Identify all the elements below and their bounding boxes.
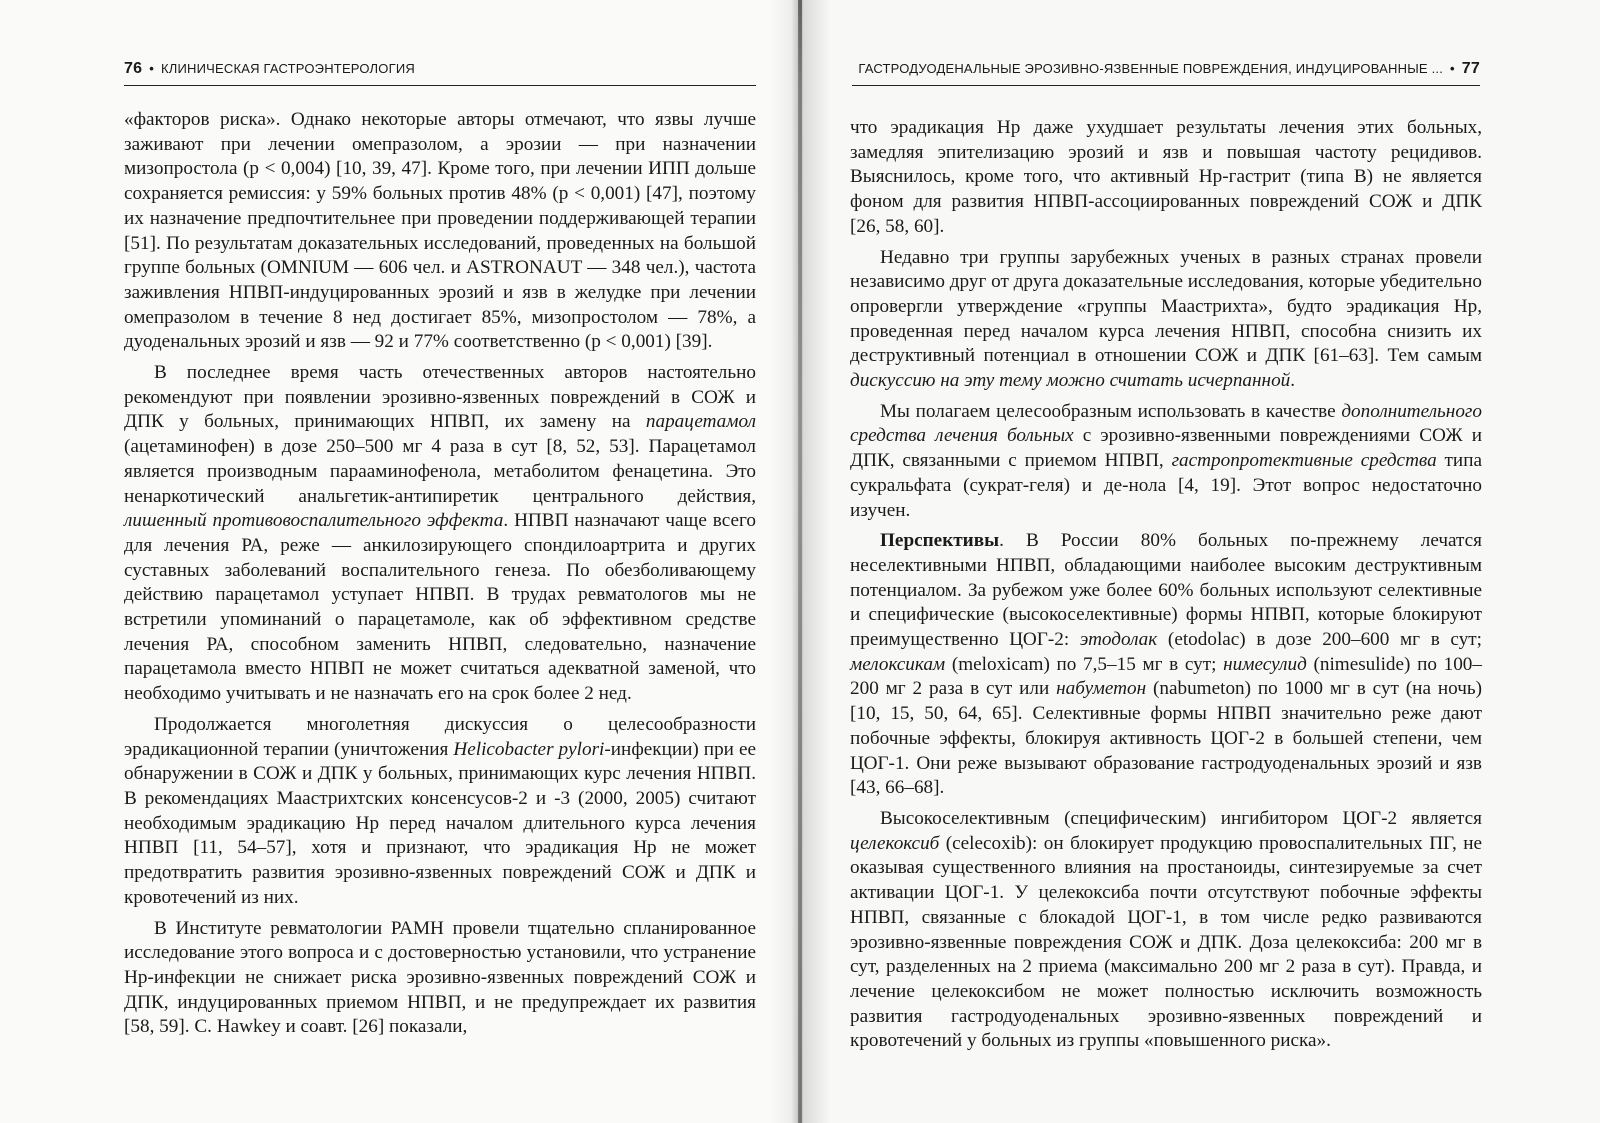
italic-term: Helicobacter pylori: [453, 738, 605, 760]
italic-term: набуметон: [1056, 678, 1147, 700]
text-run: Продолжается многолетняя дискуссия о целесообразности эрадикационной терапии (уничтожения: [124, 713, 756, 760]
left-running-title: КЛИНИЧЕСКАЯ ГАСТРОЭНТЕРОЛОГИЯ: [160, 61, 415, 76]
text-run: Высокоселективным (специфическим) ингибитором ЦОГ-2 является: [880, 807, 1482, 829]
text-run: (meloxicam) по 7,5–15 мг в сут;: [945, 653, 1224, 675]
text-run: -инфекции) при ее обнаружении в СОЖ и ДПК у больных, принимающих курс лечения НПВП. В рекомендациях Маастрихтских консенсусов-2 и -3 (2000, 2005) считают необходимым эрадикацию Нр перед началом длительного курса лечения НПВП [11, 54–57], хотя и признают, что эрадикация Нр не может предотвратить развития эрозивно-язвенных повреждений СОЖ и ДПК и кровотечений из них.: [124, 738, 756, 908]
italic-phrase: дискуссию на эту тему можно считать исчерпанной: [850, 370, 1291, 392]
paragraph: [124, 713, 756, 911]
right-page-number: 77: [1461, 60, 1480, 77]
right-text-column: [850, 116, 1482, 1054]
italic-term: этодолак: [1079, 629, 1158, 651]
paragraph: [850, 246, 1482, 394]
text-run: (nabumeton) по 1000 мг в сут (на ночь) [10, 15, 50, 64, 65]. Селективные формы НПВП значительно реже дают побочные эффекты, блокируя активность ЦОГ-2 в большей степени, чем ЦОГ-1. Они реже вызывают образование гастродуоденальных эрозий и язв [43, 66–68].: [850, 678, 1482, 799]
text-run: типа сукральфата (сукрат-геля) и де-нола [4, 19]. Этот вопрос недостаточно изучен.: [850, 450, 1482, 521]
text-run: (etodolac) в дозе 200–600 мг в сут;: [1157, 629, 1483, 651]
left-text-column: [124, 108, 756, 1040]
left-header-bullet: •: [149, 61, 154, 76]
paragraph: [850, 529, 1482, 801]
book-spine: [798, 0, 802, 1123]
italic-term: целекоксиб: [850, 832, 940, 854]
left-page-number: 76: [124, 60, 143, 77]
italic-term: мелоксикам: [850, 653, 946, 675]
paragraph: [850, 400, 1482, 524]
right-header-bullet: •: [1450, 61, 1455, 76]
text-run: В последнее время часть отечественных авторов настоятельно рекомендуют при появлении эрозивно-язвенных повреждений в СОЖ и ДПК у больных, принимающих НПВП, их замену на: [124, 362, 756, 433]
bold-lead: Перспективы: [880, 530, 1000, 552]
italic-phrase: лишенный противовоспалительного эффекта: [124, 510, 504, 532]
text-run: с эрозивно-язвенными повреждениями СОЖ и ДПК, связанными с приемом НПВП,: [850, 425, 1482, 472]
text-run: (ацетаминофен) в дозе 250–500 мг 4 раза в сут [8, 52, 53]. Парацетамол является производным парааминофенола, метаболитом фенацетина. Это ненаркотический анальгетик-антипиретик центрального действия,: [124, 436, 756, 507]
paragraph: [850, 807, 1482, 1054]
text-run: .: [1290, 370, 1296, 392]
text-run: Мы полагаем целесообразным использовать в качестве: [880, 400, 1342, 422]
right-running-title: ГАСТРОДУОДЕНАЛЬНЫЕ ЭРОЗИВНО-ЯЗВЕННЫЕ ПОВРЕЖДЕНИЯ, ИНДУЦИРОВАННЫЕ ...: [858, 61, 1444, 76]
paragraph: [124, 361, 756, 707]
text-run: . НПВП назначают чаще всего для лечения РА, реже — анкилозирующего спондилоартрита и других суставных заболеваний воспалительного генеза. По обезболивающему действию парацетамол уступает НПВП. В трудах ревматологов мы не встретили упоминаний о парацетамоле, как об эффективном средстве лечения РА, способном заменить НПВП, следовательно, назначение парацетамола вместо НПВП не может считаться адекватной заменой, что необходимо учитывать и не назначать его на срок более 2 нед.: [124, 510, 756, 705]
right-running-header: [852, 60, 1480, 86]
italic-phrase: дополнительного средства лечения больных: [850, 400, 1482, 447]
text-run: (celecoxib): он блокирует продукцию провоспалительных ПГ, не оказывая существенного влияния на простаноиды, синтезируемые за счет активации ЦОГ-1. У целекоксиба почти отсутствуют побочные эффекты НПВП, связанные с блокадой ЦОГ-1, в том числе редко развиваются эрозивно-язвенные повреждения СОЖ и ДПК. Доза целекоксиба: 200 мг в сут, разделенных на 2 приема (максимально 200 мг 2 раза в сут). Правда, и лечение целекоксибом не может полностью исключить возможность развития гастродуоденальных эрозивно-язвенных повреждений и кровотечений у больных из группы «повышенного риска».: [850, 832, 1482, 1052]
italic-term: парацетамол: [645, 411, 756, 433]
text-run: Недавно три группы зарубежных ученых в разных странах провели независимо друг от друга доказательные исследования, которые убедительно опровергли утверждение «группы Маастрихта», будто эрадикация Нр, проведенная перед началом курса лечения НПВП, способна снизить их деструктивный потенциал в отношении СОЖ и ДПК [61–63]. Тем самым: [850, 246, 1482, 367]
paragraph: что эрадикация Нр даже ухудшает результаты лечения этих больных, замедляя эпителизацию эрозий и язв и повышая частоту рецидивов. Выяснилось, кроме того, что активный Нр-гастрит (типа В) не является фоном для развития НПВП-ассоциированных повреждений СОЖ и ДПК [26, 58, 60].: [850, 117, 1482, 237]
italic-term: нимесулид: [1223, 653, 1307, 675]
text-run: (nimesulide) по 100–200 мг 2 раза в сут или: [850, 653, 1482, 700]
text-run: . В России 80% больных по-прежнему лечатся неселективными НПВП, обладающими наиболее высоким деструктивным потенциалом. За рубежом уже более 60% больных используют селективные и специфические (высокоселективные) формы НПВП, которые блокируют преимущественно ЦОГ-2:: [850, 530, 1482, 651]
left-running-header: [124, 60, 756, 86]
italic-term: гастропротективные средства: [1171, 450, 1437, 472]
paragraph: «факторов риска». Однако некоторые авторы отмечают, что язвы лучше заживают при лечении омепразолом, а эрозии — при назначении мизопростола (р < 0,004) [10, 39, 47]. Кроме того, при лечении ИПП дольше сохраняется ремиссия: у 59% больных против 48% (р < 0,001) [47], поэтому их назначение предпочтительнее при проведении поддерживающей терапии [51]. По результатам доказательных исследований, проведенных на большой группе больных (OMNIUM — 606 чел. и ASTRONAUT — 348 чел.), частота заживления НПВП-индуцированных эрозий и язв в желудке при лечении омепразолом в течение 8 нед достигает 85%, мизопростолом — 78%, а дуоденальных эрозий и язв — 92 и 77% соответственно (р < 0,001) [39].: [124, 109, 756, 353]
paragraph: В Институте ревматологии РАМН провели тщательно спланированное исследование этого вопроса и с достоверностью установили, что устранение Нр-инфекции не снижает риска эрозивно-язвенных повреждений СОЖ и ДПК, индуцированных приемом НПВП, и не предупреждает их развития [58, 59]. С. Hawkey и соавт. [26] показали,: [124, 917, 756, 1038]
